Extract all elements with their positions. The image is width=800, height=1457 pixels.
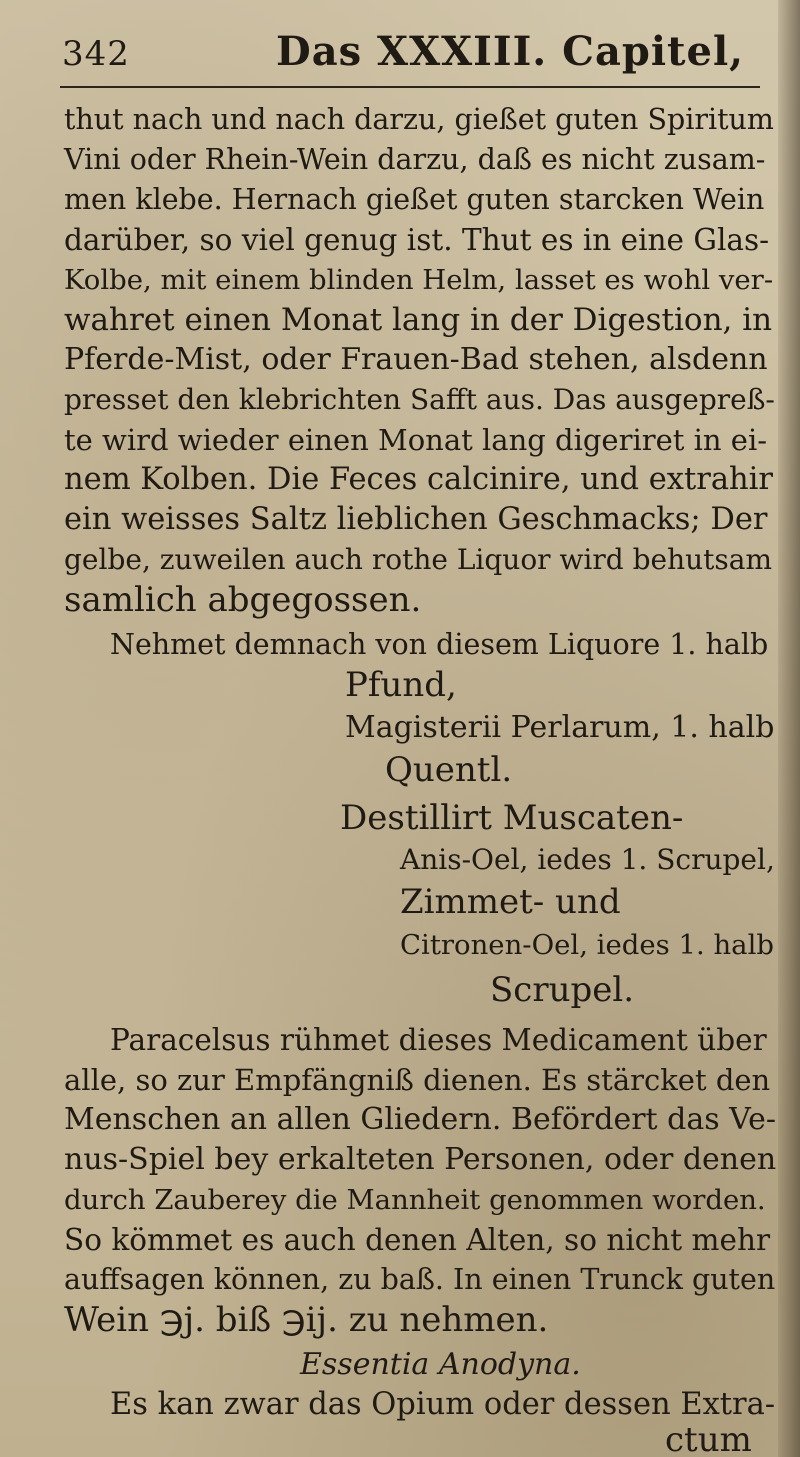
text-line: Paracelsus rühmet dieses Medicament über bbox=[110, 1023, 767, 1057]
text-line: ctum bbox=[665, 1420, 752, 1457]
text-line: wahret einen Monat lang in der Digestion, in bbox=[64, 302, 773, 338]
recipe-intro: Nehmet demnach von diesem Liquore 1. halb bbox=[110, 628, 769, 661]
text-line: samlich abgegossen. bbox=[64, 580, 422, 620]
text-line: Vini oder Rhein-Wein darzu, daß es nicht zusam- bbox=[64, 143, 766, 176]
running-header bbox=[60, 28, 760, 88]
chapter-title: Das XXXIII. Capitel, bbox=[276, 28, 745, 75]
recipe-line: Citronen-Oel, iedes 1. halb bbox=[400, 929, 774, 961]
text-line: durch Zauberey die Mannheit genommen worden. bbox=[64, 1184, 766, 1216]
text-line: Pferde-Mist, oder Frauen-Bad stehen, alsdenn bbox=[64, 342, 768, 377]
page-number: 342 bbox=[62, 34, 130, 74]
text-line: Wein ℈j. biß ℈ij. zu nehmen. bbox=[64, 1300, 549, 1340]
text-line: te wird wieder einen Monat lang digeriret in ei- bbox=[64, 423, 768, 457]
recipe-line: Scrupel. bbox=[490, 970, 635, 1010]
section-heading: Essentia Anodyna. bbox=[300, 1347, 581, 1382]
text-line: presset den klebrichten Safft aus. Das ausgepreß- bbox=[64, 383, 775, 416]
recipe-line: Zimmet- und bbox=[400, 882, 621, 922]
text-line: nem Kolben. Die Feces calcinire, und extrahir bbox=[64, 462, 774, 497]
text-line: ein weisses Saltz lieblichen Geschmacks; Der bbox=[64, 502, 768, 537]
text-line: darüber, so viel genug ist. Thut es in eine Glas- bbox=[64, 223, 770, 257]
text-line: alle, so zur Empfängniß dienen. Es stärcket den bbox=[64, 1063, 771, 1097]
text-line: So kömmet es auch denen Alten, so nicht mehr bbox=[64, 1223, 771, 1257]
recipe-line: Pfund, bbox=[345, 665, 457, 705]
header-rule bbox=[60, 86, 760, 88]
page-gutter bbox=[778, 0, 800, 1457]
text-line: auffsagen können, zu baß. In einen Trunck guten bbox=[64, 1263, 776, 1296]
text-line: Menschen an allen Gliedern. Befördert das Ve- bbox=[64, 1102, 776, 1137]
text-line: Kolbe, mit einem blinden Helm, lasset es wohl ver- bbox=[64, 264, 774, 296]
text-line: gelbe, zuweilen auch rothe Liquor wird behutsam bbox=[64, 543, 773, 576]
text-line: men klebe. Hernach gießet guten starcken Wein bbox=[64, 183, 765, 216]
recipe-line: Magisterii Perlarum, 1. halb bbox=[345, 710, 775, 745]
recipe-line: Destillirt Muscaten- bbox=[340, 798, 684, 838]
recipe-line: Anis-Oel, iedes 1. Scrupel, bbox=[400, 843, 775, 876]
text-line: nus-Spiel bey erkalteten Personen, oder denen bbox=[64, 1142, 777, 1177]
recipe-line: Quentl. bbox=[385, 750, 513, 790]
text-line: thut nach und nach darzu, gießet guten Spiritum bbox=[64, 103, 774, 136]
text-line: Es kan zwar das Opium oder dessen Extra- bbox=[110, 1387, 776, 1422]
